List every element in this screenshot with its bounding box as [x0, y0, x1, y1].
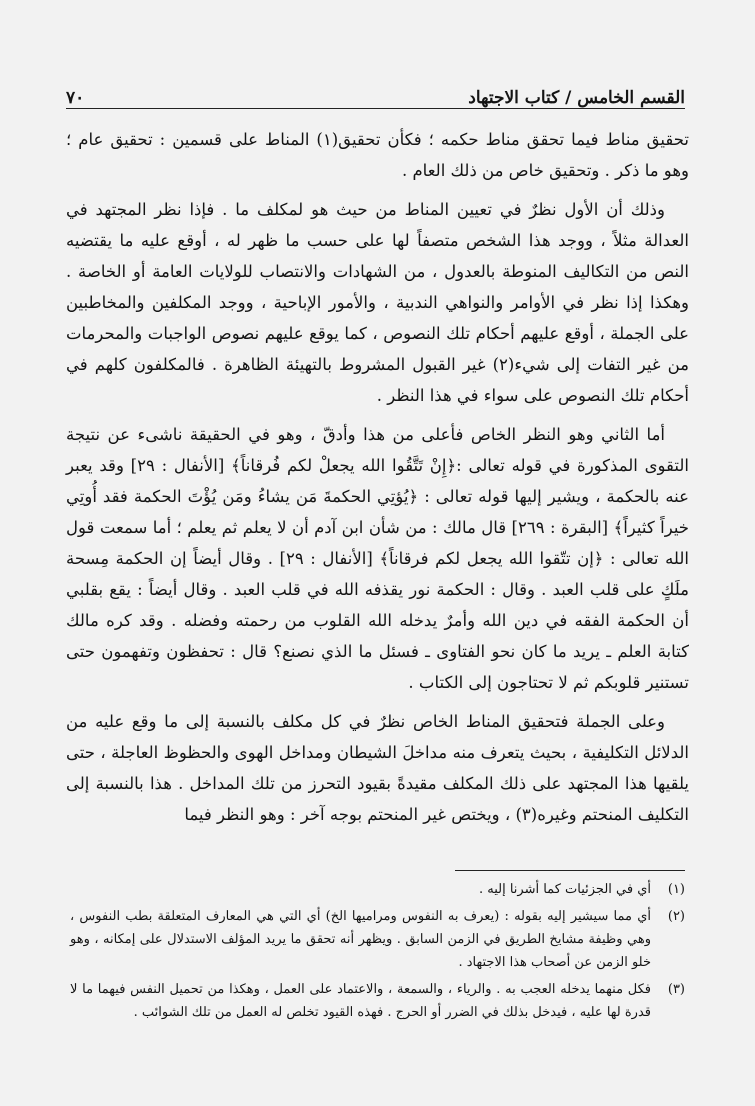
footnote-text: أي في الجزئيات كما أشرنا إليه . — [478, 882, 651, 897]
page-header — [66, 82, 685, 109]
paragraph-3: أما الثاني وهو النظر الخاص فأعلى من هذا وأدقّ ، وهو في الحقيقة ناشىء عن نتيجة التقوى المذكورة في قوله تعالى :﴿إِنْ تَتَّقُوا الله يجعلْ لكم فُرقاناً﴾ [الأنفال : ٢٩] وقد يعبر عنه بالحكمة ، ويشير إليها قوله تعالى : ﴿يُؤتِي الحكمةَ مَن يشاءُ ومَن يُؤْتَ الحكمة فقد أُوتِي خيراً كثيراً﴾ [البقرة : ٢٦٩] قال مالك : من شأن ابن آدم أن لا يعلم ثم يعلم ؛ أما سمعت قول الله تعالى : ﴿إن تتّقوا الله يجعل لكم فرقاناً﴾ [الأنفال : ٢٩] . وقال أيضاً إن الحكمة مِسحة ملَكٍ على قلب العبد . وقال : الحكمة نور يقذفه الله في قلب العبد . وقال أيضاً : يقع بقلبي أن الحكمة الفقه في دين الله وأمرٌ يدخله الله القلوب من رحمته وفضله . وقد كره مالك كتابة العلم ـ يريد ما كان نحو الفتاوى ـ فسئل ما الذي نصنع؟ قال : تحفظون وتفهمون حتى تستنير قلوبكم ثم لا تحتاجون إلى الكتاب . — [66, 425, 689, 692]
paragraph-4: وعلى الجملة فتحقيق المناط الخاص نظرٌ في كل مكلف بالنسبة إلى ما وقع عليه من الدلائل التكليفية ، بحيث يتعرف منه مداخلَ الشيطان ومداخل الهوى والحظوظ العاجلة ، حتى يلقيها هذا المجتهد على ذلك المكلف مقيدةً بقيود التحرز من تلك المداخل . هذا بالنسبة إلى التكليف المنحتم وغيره(٣) ، ويختص غير المنحتم بوجه آخر : وهو النظر فيما — [66, 712, 689, 824]
footnote-1 — [70, 878, 685, 901]
footnote-mark: (٢) — [667, 909, 685, 924]
footnote-text: فكل منهما يدخله العجب به . والرياء ، والسمعة ، والاعتماد على العمل ، وهكذا من تحميل النفس فيهما ما لا قدرة لها عليه ، فيدخل بذلك في الضرر أو الحرج . فهذه القيود تخلص له العمل من تلك الشوائب . — [70, 982, 651, 1020]
footnote-mark: (١) — [667, 882, 685, 897]
page-number: ٧٠ — [66, 88, 85, 108]
footnote-text: أي مما سيشير إليه بقوله : (يعرف به النفوس ومراميها الخ) أي التي هي المعارف المتعلقة بطب النفوس ، وهي وظيفة مشايخ الطريق في الزمن السابق . ويظهر أنه تحقق ما يريد المؤلف الاستدلال على إمكانه ، وهو خلو الزمن عن أصحاب هذا الاجتهاد . — [70, 909, 651, 970]
footnote-2 — [70, 905, 685, 974]
paragraph-1: تحقيق مناط فيما تحقق مناط حكمه ؛ فكأن تحقيق(١) المناط على قسمين : تحقيق عام ؛ وهو ما ذكر . وتحقيق خاص من ذلك العام . — [66, 130, 689, 180]
footnote-mark: (٣) — [667, 982, 685, 997]
footnote-divider — [455, 870, 685, 871]
main-text — [66, 124, 689, 830]
running-title: القسم الخامس / كتاب الاجتهاد — [468, 88, 685, 108]
footnote-3 — [70, 978, 685, 1024]
paragraph-2: وذلك أن الأول نظرٌ في تعيين المناط من حيث هو لمكلف ما . فإذا نظر المجتهد في العدالة مثلاً ، ووجد هذا الشخص متصفاً لها على حسب ما ظهر له ، أوقع عليه ما يقتضيه النص من التكاليف المنوطة بالعدول ، من الشهادات والانتصاب للولايات العامة أو الخاصة . وهكذا إذا نظر في الأوامر والنواهي الندبية ، والأمور الإباحية ، ووجد المكلفين والمخاطبين على الجملة ، أوقع عليهم أحكام تلك النصوص ، كما يوقع عليهم نصوص الواجبات والمحرمات من غير التفات إلى شيء(٢) غير القبول المشروط بالتهيئة الظاهرة . فالمكلفون كلهم في أحكام تلك النصوص على سواء في هذا النظر . — [66, 200, 689, 405]
footnotes — [70, 878, 685, 1028]
